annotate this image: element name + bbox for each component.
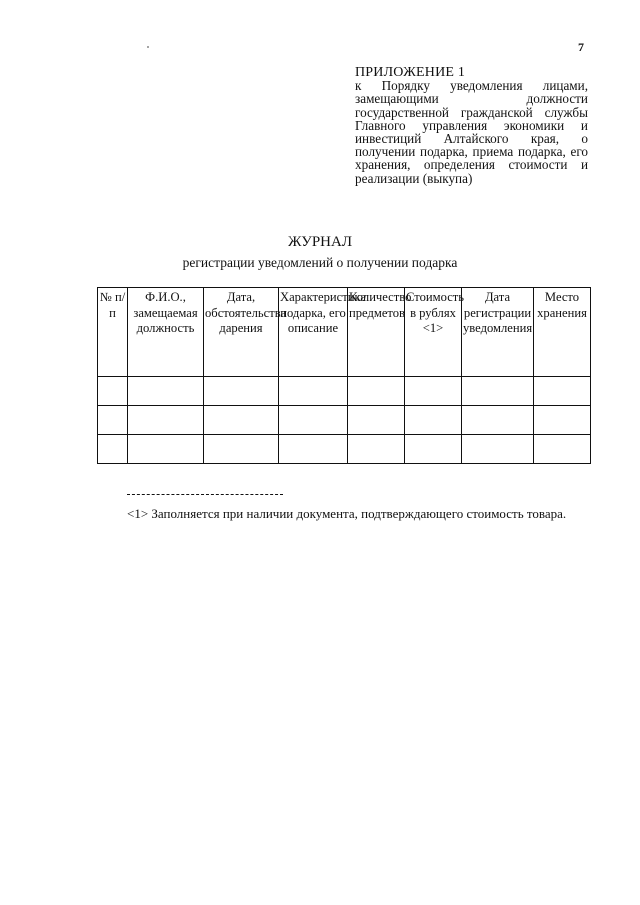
table-cell — [128, 377, 204, 406]
table-cell — [128, 406, 204, 435]
table-cell — [279, 406, 348, 435]
journal-subtitle: регистрации уведомлений о получении подарка — [182, 255, 458, 270]
header-name-position: Ф.И.О., замещаемая должность — [128, 288, 204, 377]
table-row — [98, 435, 591, 464]
appendix-block — [355, 66, 588, 185]
table-cell — [405, 406, 462, 435]
table-row — [98, 406, 591, 435]
table-cell — [128, 435, 204, 464]
journal-title: ЖУРНАЛ — [287, 234, 353, 250]
table-cell — [279, 435, 348, 464]
footnote-text: <1> Заполняется при наличии документа, подтверждающего стоимость товара. — [127, 506, 567, 521]
table-cell — [534, 406, 591, 435]
header-cost: Стоимость в рублях <1> — [405, 288, 462, 377]
table-cell — [462, 435, 534, 464]
table-cell — [98, 377, 128, 406]
table-cell — [279, 377, 348, 406]
header-date-circumstances: Дата, обстоятельства дарения — [204, 288, 279, 377]
table-header-row — [98, 288, 591, 377]
header-storage-place: Место хранения — [534, 288, 591, 377]
table-cell — [348, 435, 405, 464]
register-table — [97, 287, 591, 464]
page-number: 7 — [578, 40, 584, 54]
footnote-divider — [127, 494, 283, 495]
header-registration-date: Дата регистрации уведомления — [462, 288, 534, 377]
header-number: № п/п — [98, 288, 128, 377]
table-cell — [348, 377, 405, 406]
table-cell — [534, 377, 591, 406]
table-cell — [98, 406, 128, 435]
table-cell — [98, 435, 128, 464]
table-cell — [348, 406, 405, 435]
appendix-text: к Порядку уведомления лицами, замещающими должности государственной гражданской службы Главного управления экономики и инвестиций Алтайского края, о получении подарка, приема подарка, его хранения, определения стоимости и реализации (выкупа) — [355, 78, 588, 186]
table-row — [98, 377, 591, 406]
header-quantity: Количество предметов — [348, 288, 405, 377]
table-cell — [462, 377, 534, 406]
table-cell — [534, 435, 591, 464]
appendix-title: ПРИЛОЖЕНИЕ 1 — [355, 65, 466, 80]
header-gift-description: Характеристика подарка, его описание — [279, 288, 348, 377]
table-cell — [405, 377, 462, 406]
table-cell — [462, 406, 534, 435]
table-cell — [204, 435, 279, 464]
scan-speck — [147, 46, 149, 48]
table-cell — [405, 435, 462, 464]
table-cell — [204, 377, 279, 406]
table-cell — [204, 406, 279, 435]
